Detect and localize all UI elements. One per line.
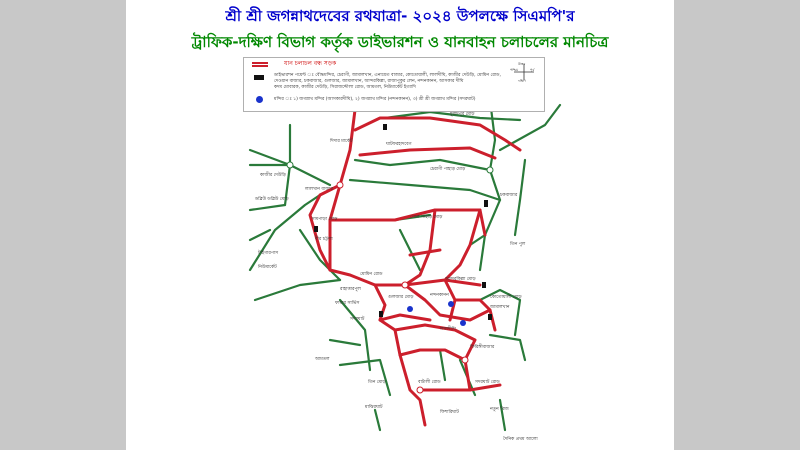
place-label: সদরঘাট <box>350 317 365 322</box>
place-label: ঘাটফরহাদবেগ <box>386 142 412 147</box>
roundabout <box>487 167 493 173</box>
place-label: তিন মোড় <box>368 380 386 385</box>
open-road <box>375 410 380 430</box>
place-label: কোতোয়ালী মোড় <box>490 295 522 300</box>
place-label: আমতল <box>315 357 330 362</box>
closed-roads <box>310 110 520 425</box>
place-label: সদরঘাট রোড <box>475 380 500 385</box>
temple-marker <box>448 301 454 307</box>
place-label: লালদীঘি <box>440 327 456 332</box>
place-label: গোল পাহাড় মোড় <box>410 215 443 220</box>
compass-rose <box>510 62 538 82</box>
closed-road <box>405 285 490 320</box>
place-label: নিউমার্কেট <box>258 265 277 270</box>
place-label: চেরাগী পাহাড় মোড় <box>430 167 466 172</box>
closed-road <box>420 385 500 390</box>
diversion-legend-line2: দেওয়ান বাজার, চকবাজার, গুলজার, জামালখান, আন্দরকিল্লা, রাজাপুকুর লেন, নন্দনকানন, আসকার দীঘি <box>274 79 464 84</box>
compass-west: পশ্চিম <box>510 68 519 72</box>
open-road <box>250 195 320 270</box>
diversion-legend-line1: ডাইভারশন পয়েন্ট ঃ বৌদ্ধমন্দির, চেরাগী, জামালখান, এনায়েত বাজার, কোতোয়ালী, লালদীঘি, কাজীর দেউড়ি, মোমিন রোড, <box>274 73 501 78</box>
diversion-legend-line3: কদম মোবারক, কাজীর দেউড়ি, সিরাজদ্দৌলা রোড, আমতল, নিউমার্কেট ইত্যাদি <box>274 85 416 90</box>
open-road <box>340 360 390 395</box>
place-label: জামালখান <box>490 305 510 310</box>
place-label: ফিরিঙ্গীবাজার <box>470 345 495 350</box>
roundabout <box>287 162 293 168</box>
closed-road <box>360 148 495 158</box>
closed-road <box>445 210 480 280</box>
map-legend <box>243 57 545 112</box>
temple-legend-label: মন্দির ঃ ১) জগন্নাথ মন্দির (আসকারদীঘি), ২) জগন্নাথ মন্দির (নন্দনকানন), ৩) শ্রী শ্রী জগন্নাথ মন্দির (সদরঘাট) <box>274 97 476 102</box>
temple-swatch <box>256 96 263 103</box>
open-road <box>355 160 490 170</box>
closed-road-legend-label: যান চলাচল বন্ধ সড়ক <box>284 60 337 67</box>
place-label: টাইগারপাস <box>258 251 279 256</box>
compass-north: উত্তর <box>518 62 526 66</box>
place-label: রাহাত্তারপুল <box>340 287 361 292</box>
open-road <box>340 300 370 370</box>
diversion-point <box>379 311 383 317</box>
roundabout <box>337 182 343 188</box>
place-label: আন্দরকিল্লা মোড় <box>445 277 476 282</box>
open-road <box>440 350 445 380</box>
place-label: ডব্লিউ ডব্লিউ মোড় <box>255 197 289 202</box>
place-label: নন্দনকানন <box>430 293 449 298</box>
open-road <box>330 340 360 345</box>
map-subtitle: ট্রাফিক-দক্ষিণ বিভাগ কর্তৃক ডাইভারশন ও যানবাহন চলাচলের মানচিত্র <box>191 33 609 51</box>
place-label: মাঝিরঘাট <box>365 405 383 410</box>
open-road <box>350 180 500 200</box>
closed-road <box>330 210 485 235</box>
place-label: বাটালী রোড <box>418 380 441 385</box>
diversion-point <box>482 282 486 288</box>
diversion-point <box>484 200 488 207</box>
place-label: চকবাজার <box>500 193 518 198</box>
temple-marker <box>460 320 466 326</box>
closed-road-swatch <box>252 65 268 67</box>
closed-road <box>355 118 520 150</box>
roundabout <box>462 357 468 363</box>
closed-road-swatch <box>252 62 268 64</box>
compass-south: দক্ষিণ <box>518 79 526 82</box>
open-road <box>250 230 270 240</box>
diversion-point-swatch <box>254 75 264 80</box>
place-label: গুলজার মোড় <box>388 295 414 300</box>
diversion-point <box>314 226 318 232</box>
place-label: কাজীর দেউড়ি <box>260 173 286 178</box>
place-label: ফায়ার সার্ভিস <box>335 301 360 306</box>
map-title: শ্রী শ্রী জগন্নাথদেবের রথযাত্রা- ২০২৪ উপলক্ষে সিএমপি'র <box>225 7 575 25</box>
closed-road <box>330 110 355 270</box>
closed-road <box>380 315 430 320</box>
open-road <box>250 205 285 210</box>
open-road <box>400 230 420 270</box>
place-label: দিদার মার্কেট <box>330 139 353 144</box>
diversion-point <box>488 314 492 320</box>
map-credit: দৈনিক প্রথম আলো <box>503 437 538 442</box>
temple-marker <box>407 306 413 312</box>
place-label: লালখান বাজার <box>305 187 334 192</box>
compass-east: পূর্ব <box>530 68 535 72</box>
place-label: ফিশারিঘাট <box>440 410 459 415</box>
roundabout <box>402 282 408 288</box>
place-label: বীর চট্টলা <box>315 237 333 242</box>
roundabout <box>417 387 423 393</box>
diversion-point <box>383 124 387 130</box>
place-label: তিন পুল <box>510 242 526 247</box>
place-label: নতুন ব্রিজ <box>490 407 509 412</box>
place-label: মোমিন রোড <box>360 272 383 277</box>
open-road <box>500 400 505 430</box>
place-label: দামপাড়া মোড় <box>312 217 338 222</box>
open-road <box>490 335 525 360</box>
closed-road <box>410 250 440 255</box>
place-label: মুরাদপুর মোড় <box>450 112 475 117</box>
open-road <box>255 280 340 300</box>
